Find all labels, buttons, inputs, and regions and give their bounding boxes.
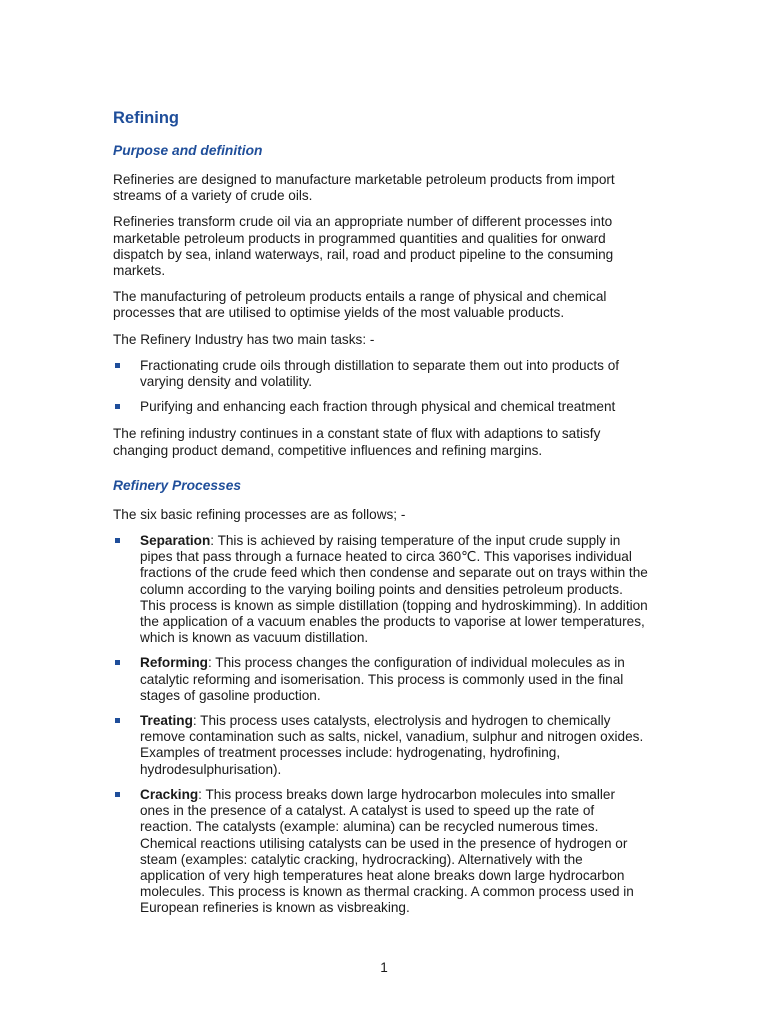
paragraph: Refineries are designed to manufacture marketable petroleum products from import streams of a variety of crude oils. (113, 172, 615, 204)
paragraph: The manufacturing of petroleum products entails a range of physical and chemical processes that are utilised to optimise yields of the most valuable products. (113, 289, 607, 321)
list-item (113, 399, 648, 415)
square-bullet-icon (115, 792, 120, 797)
process-description: : This is achieved by raising temperature of the input crude supply in pipes that pass through a furnace heated to circa 360℃. This vaporises individual fractions of the crude feed which then condense and separate out on trays within the column according to the varying boiling points and densities petroleum products. This process is known as simple distillation (topping and hydroskimming). In addition the application of a vacuum enables the products to vaporise at lower temperatures, which is known as vacuum distillation. (140, 533, 648, 646)
list-item (113, 655, 648, 704)
list-item (113, 713, 648, 778)
process-description: : This process uses catalysts, electrolysis and hydrogen to chemically remove contamination such as salts, nickel, vanadium, sulphur and nitrogen oxides. Examples of treatment processes include: hydrogenating, hydrofining, hydrodesulphurisation). (140, 713, 644, 777)
list-item-text: Purifying and enhancing each fraction through physical and chemical treatment (140, 399, 616, 415)
page-number: 1 (380, 960, 388, 975)
square-bullet-icon (115, 660, 120, 665)
list-item (113, 787, 648, 917)
list-item-text: Fractionating crude oils through distillation to separate them out into products of varying density and volatility. (140, 357, 620, 390)
list-item (113, 533, 648, 646)
page-title: Refining (113, 109, 179, 127)
process-term: Cracking (140, 786, 199, 802)
paragraph: Refineries transform crude oil via an appropriate number of different processes into marketable petroleum products in programmed quantities and qualities for onward dispatch by sea, inland waterways, rail, road and product pipeline to the consuming markets. (113, 214, 614, 279)
paragraph: The six basic refining processes are as follows; - (113, 506, 406, 522)
process-description: : This process changes the configuration of individual molecules as in catalytic reforming and isomerisation. This process is commonly used in the final stages of gasoline production. (140, 655, 625, 703)
section-heading-processes: Refinery Processes (113, 477, 242, 493)
processes-list (113, 533, 648, 916)
process-term: Treating (140, 713, 193, 729)
square-bullet-icon (115, 363, 120, 368)
square-bullet-icon (115, 718, 120, 723)
list-item (113, 358, 648, 390)
section-heading-purpose: Purpose and definition (113, 143, 263, 158)
process-term: Reforming (140, 655, 208, 671)
tasks-list (113, 358, 648, 416)
paragraph: The Refinery Industry has two main tasks: - (113, 331, 375, 347)
paragraph: The refining industry continues in a constant state of flux with adaptions to satisfy changing product demand, competitive influences and refining margins. (113, 426, 601, 458)
process-term: Separation (140, 533, 211, 549)
process-description: : This process breaks down large hydrocarbon molecules into smaller ones in the presence of a catalyst. A catalyst is used to speed up the rate of reaction. The catalysts (example: alumina) can be recycled numerous times. Chemical reactions utilising catalysts can be used in the presence of hydrogen or steam (examples: catalytic cracking, hydrocracking). Alternatively with the application of very high temperatures heat alone breaks down large hydrocarbon molecules. This process is known as thermal cracking. A common process used in European refineries is known as visbreaking. (140, 786, 634, 916)
square-bullet-icon (115, 538, 120, 543)
square-bullet-icon (115, 404, 120, 409)
